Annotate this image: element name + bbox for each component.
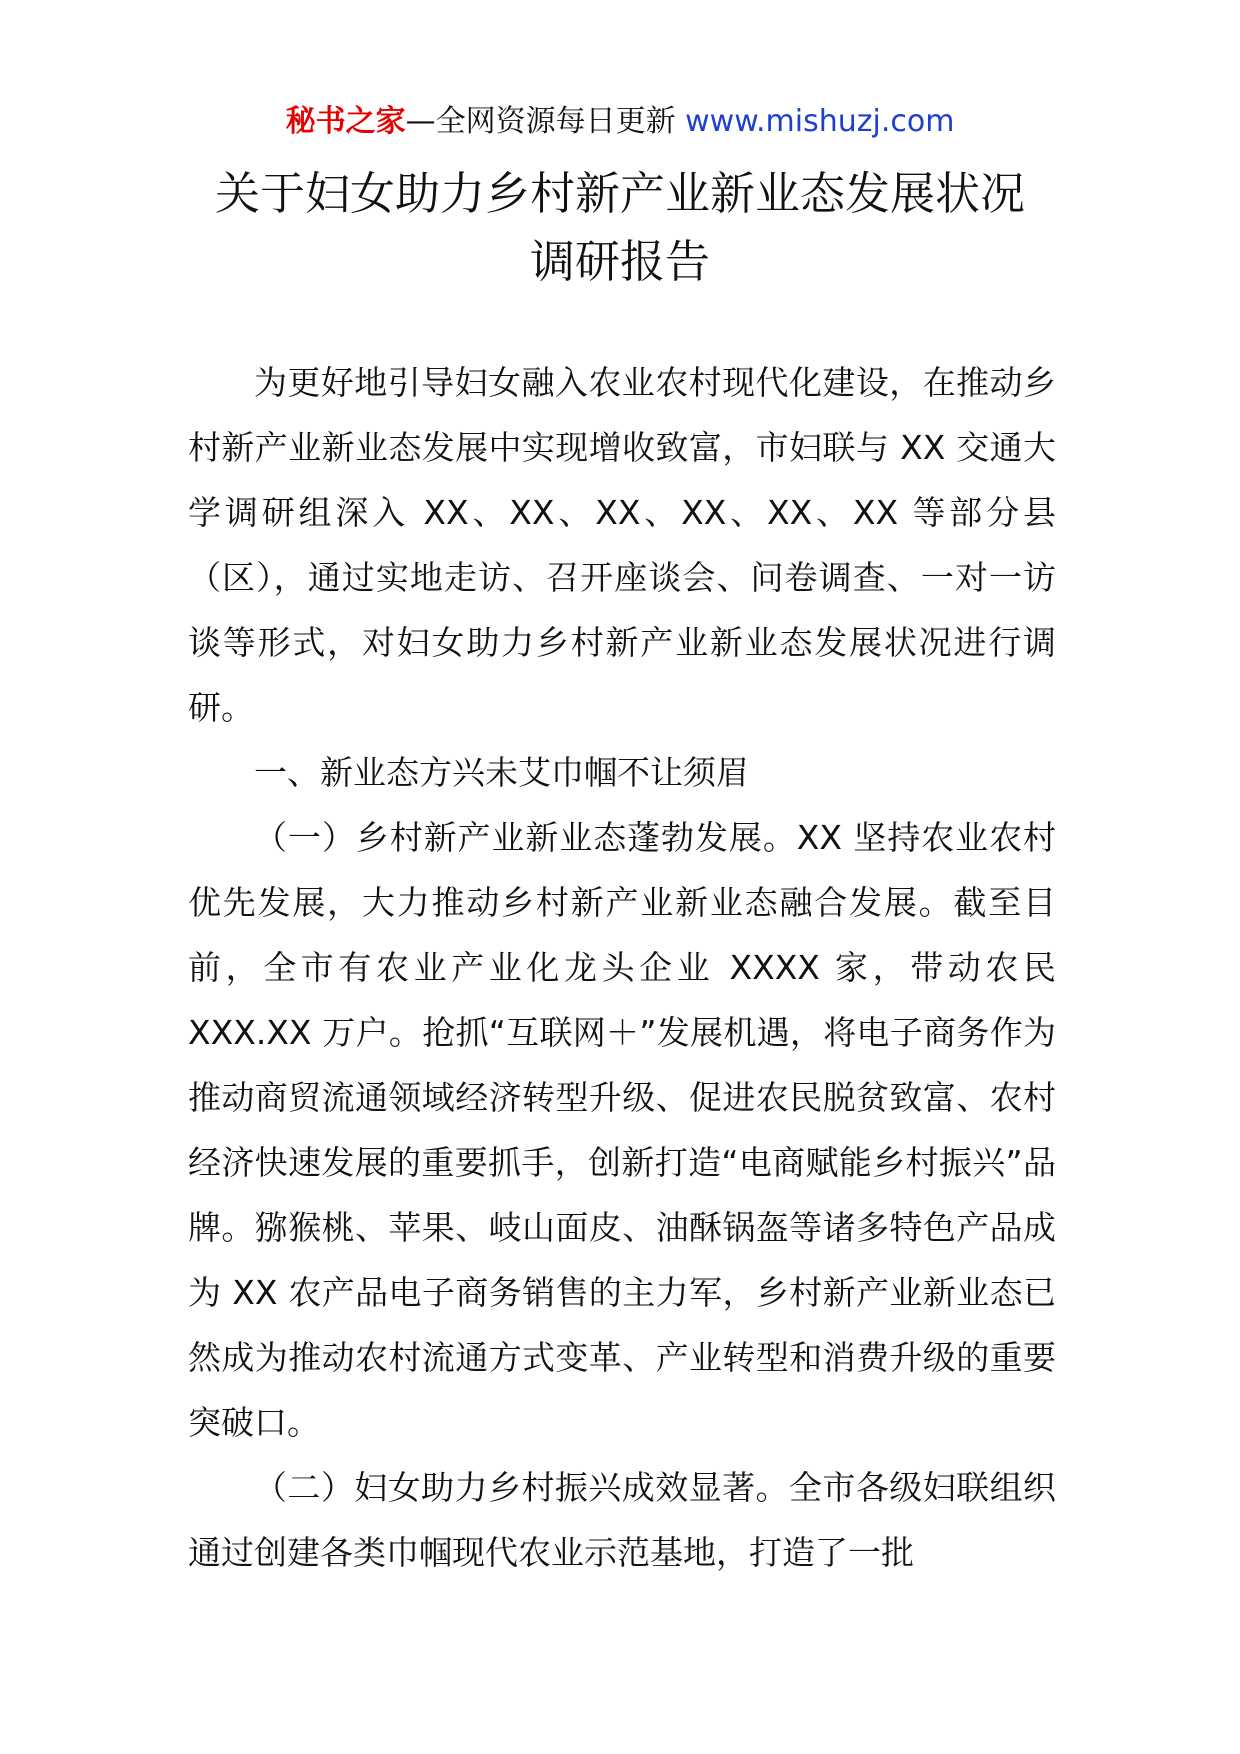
- document-title: [0, 160, 1240, 296]
- site-header-banner: [0, 100, 1240, 144]
- section-heading-1: 一、新业态方兴未艾巾帼不让须眉: [254, 753, 749, 792]
- site-url-link[interactable]: www.mishuzj.com: [685, 104, 955, 139]
- subsection-paragraph-1: （一）乡村新产业新业态蓬勃发展。XX 坚持农业农村优先发展，大力推动乡村新产业新业态融合发展。截至目前，全市有农业产业化龙头企业 XXXX 家，带动农民 XXX.XX 万户。抢抓“互联网＋”发展机遇，将电子商务作为推动商贸流通领域经济转型升级、促进农民脱贫致富、农村经济快速发展的重要抓手，创新打造“电商赋能乡村振兴”品牌。猕猴桃、苹果、岐山面皮、油酥锅盔等诸多特色产品成为 XX 农产品电子商务销售的主力军，乡村新产业新业态已然成为推动农村流通方式变革、产业转型和消费升级的重要突破口。: [188, 818, 1056, 1442]
- subsection-paragraph-2: （二）妇女助力乡村振兴成效显著。全市各级妇联组织通过创建各类巾帼现代农业示范基地，打造了一批: [188, 1468, 1056, 1572]
- title-line-2: 调研报告: [529, 235, 710, 288]
- brand-name: 秘书之家: [285, 104, 406, 139]
- header-tagline: —全网资源每日更新: [405, 104, 686, 139]
- document-body: [188, 350, 1056, 1585]
- title-line-1: 关于妇女助力乡村新产业新业态发展状况: [214, 167, 1025, 220]
- intro-paragraph: 为更好地引导妇女融入农业农村现代化建设，在推动乡村新产业新业态发展中实现增收致富，市妇联与 XX 交通大学调研组深入 XX、XX、XX、XX、XX、XX 等部分县（区），通过实地走访、召开座谈会、问卷调查、一对一访谈等形式，对妇女助力乡村新产业新业态发展状况进行调研。: [188, 363, 1056, 727]
